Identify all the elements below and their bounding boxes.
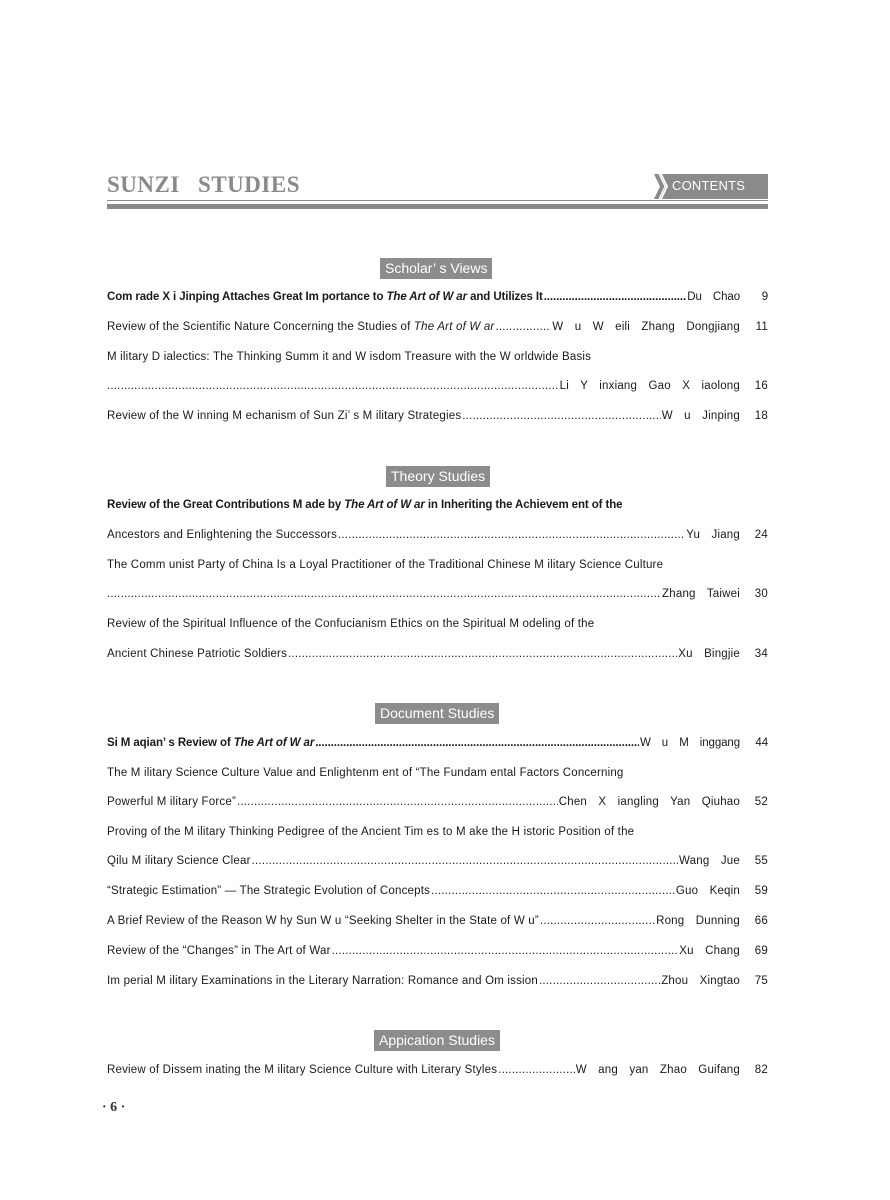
entry-page: 44 [755, 737, 768, 749]
toc-entry-line2[interactable] [107, 793, 768, 811]
dot-leader [462, 407, 660, 425]
dot-leader [107, 585, 661, 603]
toc-entry[interactable] [107, 912, 768, 930]
toc-entry[interactable] [107, 734, 768, 752]
entry-author: Xu Bingjie [678, 648, 740, 660]
toc-entry-line2[interactable] [107, 377, 768, 395]
dot-leader [288, 645, 677, 663]
entry-title: The Comm unist Party of China Is a Loyal Practitioner of the Traditional Chinese M ilitary Science Culture [107, 559, 664, 571]
page-number: · 6 · [102, 1100, 126, 1115]
dot-leader [495, 318, 551, 336]
journal-title: SUNZI STUDIES [107, 172, 300, 197]
entry-title: Im perial M ilitary Examinations in the Literary Narration: Romance and Om ission [107, 975, 538, 987]
entry-title: Review of the Spiritual Influence of the Confucianism Ethics on the Spiritual M odeling of the [107, 618, 595, 630]
entry-page: 59 [754, 885, 768, 897]
entry-page: 34 [754, 648, 768, 660]
toc-entry-line1[interactable] [107, 556, 768, 574]
toc-entry[interactable] [107, 972, 768, 990]
entry-title-cont: Powerful M ilitary Force” [107, 796, 236, 808]
entry-author: W ang yan Zhao Guifang [575, 1064, 740, 1076]
entry-author: W u W eili Zhang Dongjiang [552, 321, 740, 333]
entry-author: Li Y inxiang Gao X iaolong [559, 380, 740, 392]
toc-entry[interactable] [107, 318, 768, 336]
entry-page: 69 [754, 945, 768, 957]
dot-leader [252, 852, 678, 870]
toc-entry-line1[interactable] [107, 496, 768, 514]
entry-author: Yu Jiang [686, 529, 740, 541]
entry-author: Du Chao [687, 291, 740, 303]
entry-title: A Brief Review of the Reason W hy Sun W u “Seeking Shelter in the State of W u” [107, 915, 539, 927]
entry-title: “Strategic Estimation” — The Strategic Evolution of Concepts [107, 885, 431, 897]
entry-author: Xu Chang [679, 945, 740, 957]
header-rule-thick [107, 204, 768, 209]
toc-entry[interactable] [107, 288, 768, 306]
dot-leader [498, 1061, 575, 1079]
entry-title: M ilitary D ialectics: The Thinking Summ it and W isdom Treasure with the W orldwide Basis [107, 351, 592, 363]
section-heading-theory-studies: Theory Studies [386, 466, 490, 487]
entry-page: 30 [754, 588, 768, 600]
dot-leader [540, 912, 655, 930]
entry-page: 52 [754, 796, 768, 808]
dot-leader [107, 377, 559, 395]
dot-leader [338, 526, 685, 544]
entry-page: 11 [755, 321, 768, 333]
toc-entry-line1[interactable] [107, 615, 768, 633]
entry-title: Review of the Great Contributions M ade by The Art of W ar in Inheriting the Achievem ent of the [107, 499, 623, 511]
toc-entry-line1[interactable] [107, 348, 768, 366]
toc-entry-line1[interactable] [107, 764, 768, 782]
entry-author: Wang Jue [679, 855, 740, 867]
entry-page: 82 [754, 1064, 768, 1076]
entry-page: 16 [754, 380, 768, 392]
entry-page: 9 [761, 291, 768, 303]
toc-entry[interactable] [107, 1061, 768, 1079]
entry-page: 18 [754, 410, 768, 422]
entry-title: Com rade X i Jinping Attaches Great Im portance to The Art of W ar and Utilizes It [107, 291, 543, 303]
entry-page: 66 [754, 915, 768, 927]
contents-tab [654, 174, 768, 199]
entry-author: Rong Dunning [656, 915, 740, 927]
entry-title: Proving of the M ilitary Thinking Pedigree of the Ancient Tim es to M ake the H istoric Position of the [107, 826, 635, 838]
header-rule-thin [107, 200, 768, 201]
entry-title: Review of the “Changes” in The Art of War [107, 945, 331, 957]
entry-author: Zhou Xingtao [661, 975, 740, 987]
entry-title: Si M aqian’ s Review of The Art of W ar [107, 737, 315, 749]
entry-author: Zhang Taiwei [662, 588, 740, 600]
toc-entry[interactable] [107, 882, 768, 900]
entry-title: Review of Dissem inating the M ilitary Science Culture with Literary Styles [107, 1064, 498, 1076]
entry-title-cont: Ancestors and Enlightening the Successors [107, 529, 338, 541]
entry-page: 75 [754, 975, 768, 987]
section-heading-document-studies: Document Studies [375, 703, 499, 724]
entry-page: 55 [754, 855, 768, 867]
entry-title: Review of the W inning M echanism of Sun Zi’ s M ilitary Strategies [107, 410, 462, 422]
entry-title-cont: Qilu M ilitary Science Clear [107, 855, 251, 867]
dot-leader [332, 942, 679, 960]
entry-page: 24 [754, 529, 768, 541]
toc-entry-line2[interactable] [107, 645, 768, 663]
dot-leader [544, 288, 687, 306]
toc-entry-line2[interactable] [107, 585, 768, 603]
dot-leader [315, 734, 639, 752]
entry-title-cont: Ancient Chinese Patriotic Soldiers [107, 648, 288, 660]
entry-title: The M ilitary Science Culture Value and Enlightenm ent of “The Fundam ental Factors Concerning [107, 767, 624, 779]
toc-entry-line2[interactable] [107, 852, 768, 870]
toc-entry[interactable] [107, 407, 768, 425]
toc-entry-line2[interactable] [107, 526, 768, 544]
entry-title: Review of the Scientific Nature Concerning the Studies of The Art of W ar [107, 321, 495, 333]
section-heading-scholars-views: Scholar’ s Views [380, 258, 492, 279]
toc-entry[interactable] [107, 942, 768, 960]
entry-author: W u Jinping [661, 410, 740, 422]
dot-leader [237, 793, 558, 811]
entry-author: Chen X iangling Yan Qiuhao [558, 796, 740, 808]
toc-entry-line1[interactable] [107, 823, 768, 841]
dot-leader [539, 972, 660, 990]
section-heading-application-studies: Appication Studies [374, 1030, 500, 1051]
entry-author: Guo Keqin [675, 885, 740, 897]
contents-label: CONTENTS [672, 178, 746, 193]
dot-leader [431, 882, 675, 900]
entry-author: W u M inggang [639, 737, 740, 749]
